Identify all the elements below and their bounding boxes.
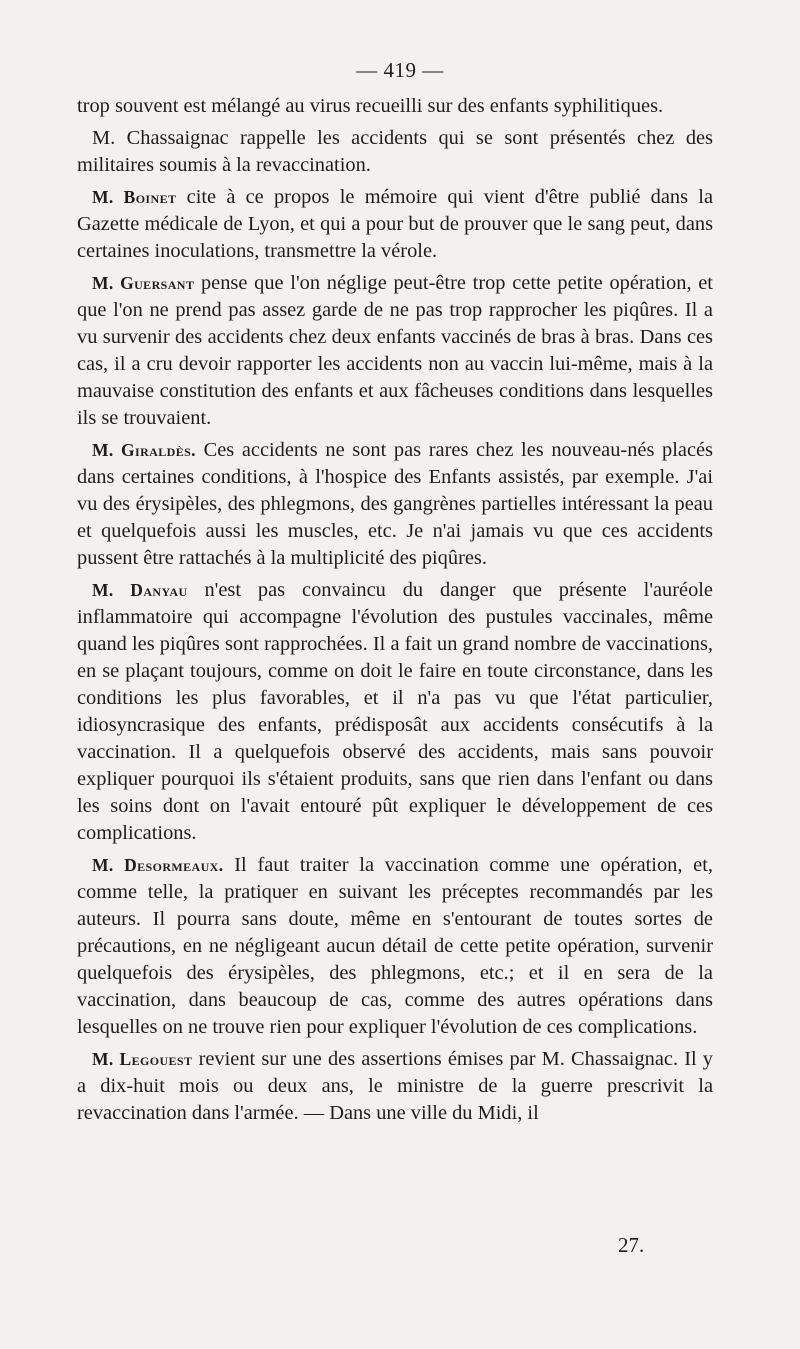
paragraph [77,577,713,847]
paragraph [77,93,713,120]
paragraph-text: cite à ce propos le mémoire qui vient d'être publié dans la Gazette médicale de Lyon, et qui a pour but de prouver que le sang peut, dans certaines inoculations, transmettre la vérole. [77,186,713,262]
page-number: — 419 — [356,58,444,82]
paragraph [77,1046,713,1127]
paragraph-text: Il faut traiter la vaccination comme une opération, et, comme telle, la pratiquer en suivant les préceptes recommandés par les auteurs. Il pourra sans doute, même en s'entourant de toutes sortes de précautions, en ne négligeant aucun détail de cette petite opération, survenir quelquefois des érysipèles, des phlegmons, etc.; et il en sera de la vaccination, dans beaucoup de cas, comme des autres opérations dans lesquelles on ne trouve rien pour expliquer l'évolution de ces complications. [77,854,713,1038]
speaker-name: M. Legouest [92,1049,193,1069]
paragraph [77,184,713,265]
speaker-name: M. Guersant [92,273,195,293]
paragraph-text: trop souvent est mélangé au virus recueilli sur des enfants syphilitiques. [77,95,664,117]
speaker-name: M. [92,127,116,149]
paragraph-text: n'est pas convaincu du danger que présente l'auréole inflammatoire qui accompagne l'évolution des pustules vaccinales, même quand les piqûres sont rapprochées. Il a fait un grand nombre de vaccinations, en se plaçant toujours, comme on doit le faire en toute circonstance, dans les conditions les plus favorables, et il n'a pas vu que l'état particulier, idiosyncrasique des enfants, prédisposât aux accidents consécutifs à la vaccination. Il a quelquefois observé des accidents, mais sans pouvoir expliquer pourquoi ils s'étaient produits, sans que rien dans l'enfant ou dans les soins dont on l'avait entouré pût expliquer le développement de ces complications. [77,579,713,844]
signature-mark: 27. [618,1233,645,1257]
speaker-name: M. Danyau [92,580,188,600]
speaker-name: M. Boinet [92,187,177,207]
paragraph [77,125,713,179]
speaker-name: M. Giraldès. [92,440,196,460]
paragraph [77,852,713,1041]
speaker-name: M. Desormeaux. [92,855,224,875]
body-text [77,93,713,1127]
paragraph-text: Chassaignac rappelle les accidents qui se sont présentés chez des militaires soumis à la revaccination. [77,127,713,176]
paragraph [77,270,713,432]
paragraph-text: Ces accidents ne sont pas rares chez les nouveau-nés placés dans certaines conditions, à l'hospice des Enfants assistés, par exemple. J'ai vu des érysipèles, des phlegmons, des gangrènes partielles intéressant la peau et quelquefois aussi les muscles, etc. Je n'ai jamais vu que ces accidents pussent être rattachés à la multiplicité des piqûres. [77,439,713,569]
paragraph [77,437,713,572]
paragraph-text: revient sur une des assertions émises par M. Chassaignac. Il y a dix-huit mois ou deux ans, le ministre de la guerre prescrivit la revaccination dans l'armée. — Dans une ville du Midi, il [77,1048,713,1124]
paragraph-text: pense que l'on néglige peut-être trop cette petite opération, et que l'on ne prend pas assez garde de ne pas trop rapprocher les piqûres. Il a vu survenir des accidents chez deux enfants vaccinés de bras à bras. Dans ces cas, il a cru devoir rapporter les accidents non au vaccin lui-même, mais à la mauvaise constitution des enfants et aux fâcheuses conditions dans lesquelles ils se trouvaient. [77,272,713,429]
